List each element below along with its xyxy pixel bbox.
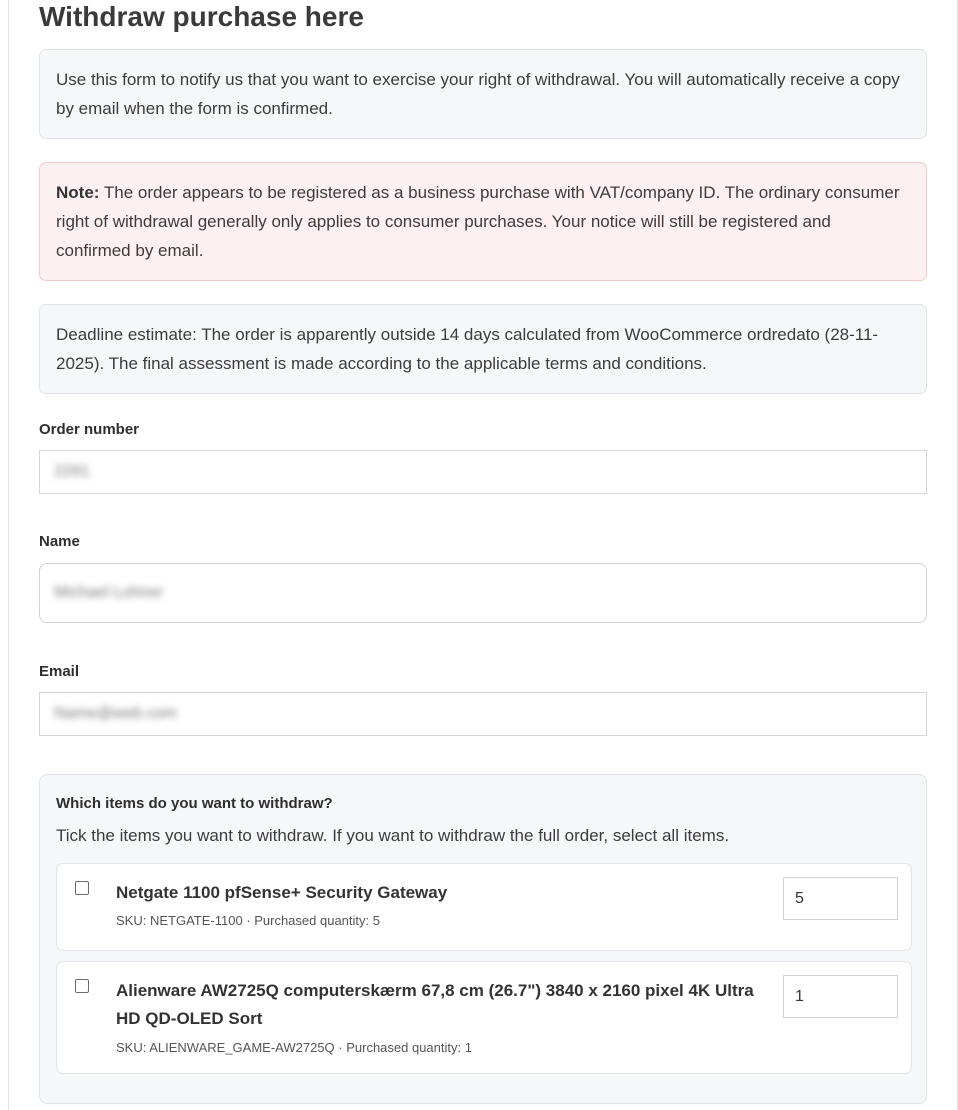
email-value: Name@web.com <box>54 705 177 722</box>
email-field[interactable] <box>39 692 927 736</box>
order-number-label: Order number <box>39 421 140 438</box>
business-note-box <box>39 162 927 281</box>
item-quantity-value: 1 <box>795 987 804 1005</box>
item-checkbox[interactable] <box>75 979 89 993</box>
page-title: Withdraw purchase here <box>39 1 364 32</box>
items-section-title: Which items do you want to withdraw? <box>56 795 333 812</box>
deadline-text: Deadline estimate: The order is apparently outside 14 days calculated from WooCommerce ordredato (28-11-2025). The final assessment is made according to the applicable terms and conditions. <box>56 325 879 373</box>
item-quantity-value: 5 <box>795 889 804 907</box>
item-quantity-input[interactable] <box>783 975 898 1018</box>
item-checkbox[interactable] <box>75 881 89 895</box>
info-box <box>39 49 927 139</box>
page-container <box>8 0 958 1110</box>
note-text: The order appears to be registered as a business purchase with VAT/company ID. The ordinary consumer right of withdrawal generally only applies to consumer purchases. Your notice will still be registered and confirmed by email. <box>56 183 900 260</box>
item-sku-quantity: SKU: ALIENWARE_GAME-AW2725Q · Purchased quantity: 1 <box>116 1040 472 1055</box>
deadline-box <box>39 304 927 394</box>
item-name: Netgate 1100 pfSense+ Security Gateway <box>116 883 448 902</box>
items-section-help: Tick the items you want to withdraw. If you want to withdraw the full order, select all items. <box>56 826 730 845</box>
withdraw-item <box>56 961 912 1074</box>
item-name: Alienware AW2725Q computerskærm 67,8 cm (26.7") 3840 x 2160 pixel 4K Ultra HD QD-OLED Sort <box>116 981 754 1028</box>
info-text: Use this form to notify us that you want to exercise your right of withdrawal. You will automatically receive a copy by email when the form is confirmed. <box>56 70 900 118</box>
name-field[interactable] <box>39 563 927 623</box>
items-section <box>39 774 927 1104</box>
note-label: Note: <box>56 183 100 202</box>
order-number-field[interactable] <box>39 450 927 494</box>
withdraw-item <box>56 863 912 951</box>
name-value: Michael Lohner <box>54 584 164 601</box>
item-quantity-input[interactable] <box>783 877 898 920</box>
item-sku-quantity: SKU: NETGATE-1100 · Purchased quantity: 5 <box>116 913 380 928</box>
name-label: Name <box>39 533 80 550</box>
email-label: Email <box>39 663 80 680</box>
order-number-value: 2291 <box>54 463 90 480</box>
